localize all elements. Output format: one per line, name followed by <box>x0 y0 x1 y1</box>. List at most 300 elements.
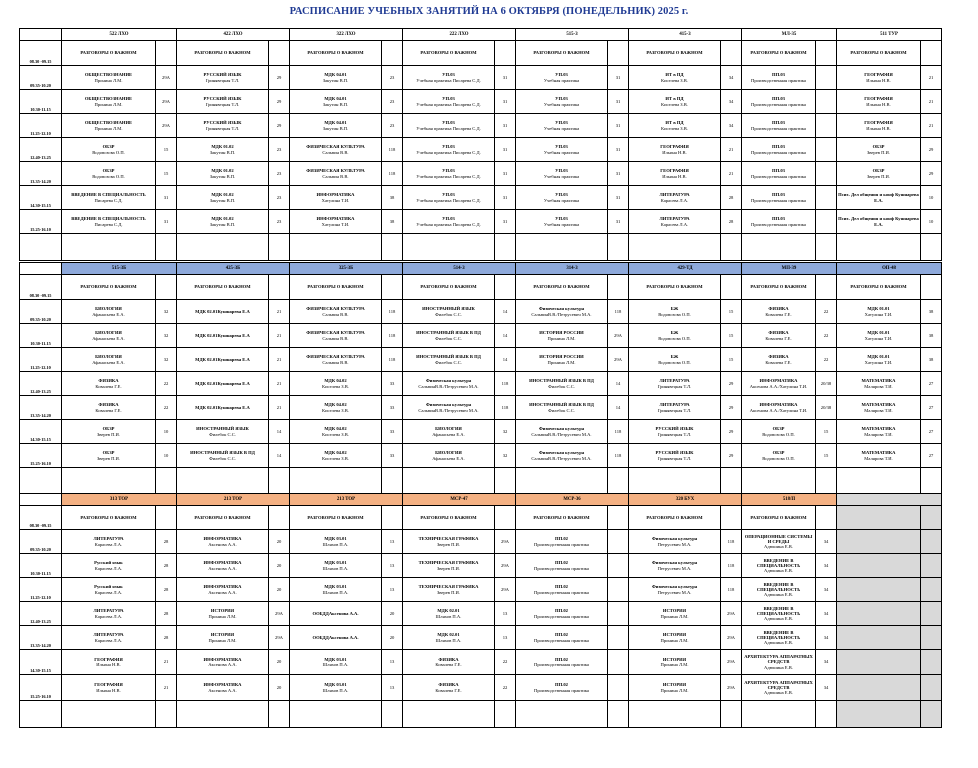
room-cell: 22 <box>156 372 177 396</box>
teacher-name: Шляхов П.А. <box>435 637 462 643</box>
lesson-cell <box>177 300 269 324</box>
lesson-cell <box>62 554 156 578</box>
lesson-row <box>20 420 942 444</box>
time-cell: 12.40-13.25 <box>20 602 62 626</box>
room-cell: 38 <box>382 186 403 210</box>
room-cell <box>921 554 942 578</box>
room-cell: 29А <box>156 114 177 138</box>
subject-name: РАЗГОВОРЫ О ВАЖНОМ <box>307 50 364 56</box>
lesson-cell <box>629 300 721 324</box>
room-cell: 118 <box>495 372 516 396</box>
lesson-row <box>20 675 942 701</box>
time-cell: 08.30 -09.15 <box>20 41 62 66</box>
lesson-cell <box>403 506 495 530</box>
lesson-cell <box>177 66 269 90</box>
teacher-name: Учебная практика <box>543 149 580 155</box>
room-cell: 10 <box>921 186 942 210</box>
lesson-cell <box>837 530 921 554</box>
subject-name: БЖ <box>670 330 679 336</box>
room-cell <box>816 138 837 162</box>
room-cell: 31 <box>156 210 177 234</box>
lesson-cell <box>177 348 269 372</box>
empty-cell <box>837 468 921 494</box>
room-cell: 15 <box>156 138 177 162</box>
subject-name: ИНФОРМАТИКА <box>203 560 242 566</box>
lesson-cell <box>290 420 382 444</box>
lesson-cell <box>403 626 495 650</box>
teacher-name: Гринявецкая Т.Л. <box>657 431 692 437</box>
lesson-cell <box>516 300 608 324</box>
lesson-cell <box>403 420 495 444</box>
lesson-cell <box>62 210 156 234</box>
teacher-name: Хатулина Т.И. <box>864 311 893 317</box>
room-cell: 22 <box>495 675 516 701</box>
subject-name: Физическая культура <box>538 450 585 456</box>
teacher-name: Пронина Л.М. <box>94 125 123 131</box>
subject-name: ПП.03 <box>772 168 785 174</box>
room-cell: 118 <box>382 348 403 372</box>
teacher-name: СальвинВ.В./Петрусевич М.А. <box>531 311 592 317</box>
lesson-cell <box>742 506 816 530</box>
teacher-name: Ковалева Г.Е. <box>435 687 462 693</box>
subject-name: ТЕХНИЧЕСКАЯ ГРАФИКА <box>418 560 479 566</box>
teacher-name: Сальвин В.В. <box>322 335 349 341</box>
subject-name: ИСТОРИЯ <box>210 608 235 614</box>
subject-name: УП.03 <box>442 144 455 150</box>
subject-name: Русский язык <box>94 560 123 566</box>
teacher-name: Киселева З.В. <box>661 77 688 83</box>
lesson-cell <box>837 396 921 420</box>
subject-name: ИНФОРМАТИКА <box>759 402 798 408</box>
lesson-cell <box>290 530 382 554</box>
room-cell <box>608 275 629 300</box>
subject-name: РАЗГОВОРЫ О ВАЖНОМ <box>750 514 807 520</box>
time-cell: 13.35-14.20 <box>20 162 62 186</box>
subject-name: ПП.03 <box>772 192 785 198</box>
subject-name: ИСТОРИЯ РОССИИ <box>539 330 584 336</box>
group-header: МЛ-35 <box>742 29 837 41</box>
time-cell: 14.30-15.15 <box>20 420 62 444</box>
room-cell: 118 <box>721 554 742 578</box>
teacher-name: Киселева З.В. <box>322 383 349 389</box>
lesson-cell <box>837 554 921 578</box>
subject-name: УП.03 <box>555 192 568 198</box>
lesson-cell <box>177 186 269 210</box>
lesson-cell <box>403 162 495 186</box>
room-cell: 29А <box>721 675 742 701</box>
teacher-name: Ильина Н.В. <box>866 101 891 107</box>
teacher-name: Карасева Л.А. <box>660 197 689 203</box>
subject-name: АРХИТЕКТУРА АППАРАТНЫХ СРЕДСТВ <box>744 654 813 665</box>
lesson-cell <box>62 444 156 468</box>
room-cell: 28 <box>721 186 742 210</box>
empty-cell <box>269 701 290 728</box>
lesson-row <box>20 162 942 186</box>
lesson-row <box>20 578 942 602</box>
teacher-name: Сальвин В.В. <box>322 173 349 179</box>
header-corner <box>20 29 62 41</box>
teacher-name: Водовозова О.П. <box>92 149 125 155</box>
lesson-cell <box>290 578 382 602</box>
teacher-name: Учебная практика <box>543 125 580 131</box>
room-cell: 21 <box>921 66 942 90</box>
lesson-cell <box>516 530 608 554</box>
lesson-cell <box>290 348 382 372</box>
teacher-name: Петрусевич М.А. <box>657 541 692 547</box>
lesson-cell <box>742 90 816 114</box>
lesson-cell <box>742 578 816 602</box>
teacher-name: Киселева З.В. <box>661 125 688 131</box>
teacher-name: Гринявецкая Т.Л. <box>205 125 240 131</box>
subject-name: БИОЛОГИЯ <box>95 330 122 336</box>
subject-name: РАЗГОВОРЫ О ВАЖНОМ <box>307 514 364 520</box>
teacher-name: Гринявецкая Т.Л. <box>657 407 692 413</box>
lesson-row <box>20 396 942 420</box>
empty-cell <box>816 234 837 261</box>
subject-name: РАЗГОВОРЫ О ВАЖНОМ <box>420 50 477 56</box>
room-cell: 34 <box>816 602 837 626</box>
lesson-cell <box>516 114 608 138</box>
room-cell: 28 <box>156 626 177 650</box>
lesson-cell <box>516 41 608 66</box>
teacher-name: Сальвин В.В. <box>322 311 349 317</box>
room-cell: 27 <box>921 420 942 444</box>
room-cell: 27 <box>921 444 942 468</box>
room-cell: 29 <box>269 66 290 90</box>
subject-name: МДК 02.01 <box>437 608 460 614</box>
teacher-name: Пронина Л.М. <box>660 687 689 693</box>
subject-name: РАЗГОВОРЫ О ВАЖНОМ <box>646 514 703 520</box>
lesson-cell <box>629 210 721 234</box>
subject-name: ТЕХНИЧЕСКАЯ ГРАФИКА <box>418 584 479 590</box>
subject-name: ОБЩЕСТВОЗНАНИЕ <box>84 120 133 126</box>
room-cell <box>608 650 629 675</box>
empty-cell <box>290 468 382 494</box>
teacher-name: Водовозова О.П. <box>658 359 691 365</box>
empty-cell <box>921 468 942 494</box>
subject-name: РАЗГОВОРЫ О ВАЖНОМ <box>420 284 477 290</box>
group-header: 422 ЛХО <box>177 29 290 41</box>
group-header-row <box>20 494 942 506</box>
empty-cell <box>742 468 816 494</box>
lesson-cell <box>177 372 269 396</box>
empty-cell <box>495 468 516 494</box>
subject-name: ЛИТЕРАТУРА <box>659 402 690 408</box>
lesson-row <box>20 506 942 530</box>
subject-name: МДК 01.02 <box>211 168 234 174</box>
lesson-cell <box>837 275 921 300</box>
teacher-name: Филебок С.С. <box>548 383 575 389</box>
lesson-cell <box>62 41 156 66</box>
subject-name: МАТЕМАТИКА <box>861 426 896 432</box>
empty-cell <box>629 234 721 261</box>
subject-name: МДК 04.01 <box>324 120 347 126</box>
lesson-cell <box>403 300 495 324</box>
subject-name: ИСТОРИЯ <box>662 608 687 614</box>
teacher-name: Зверев П.И. <box>436 565 461 571</box>
teacher-name: Учебная практика Писарева С.Д. <box>416 101 481 107</box>
lesson-cell <box>403 90 495 114</box>
room-cell: 21 <box>269 348 290 372</box>
teacher-name: Афанасьева Е.А. <box>432 455 465 461</box>
room-cell: 118 <box>382 300 403 324</box>
room-cell: 33 <box>382 444 403 468</box>
teacher-name: Зверев П.И. <box>436 541 461 547</box>
empty-cell <box>20 468 62 494</box>
room-cell: 29А <box>156 90 177 114</box>
teacher-name: Водовозова О.П. <box>658 335 691 341</box>
subject-name: ИНОСТРАННЫЙ ЯЗЫК В ПД <box>416 330 481 336</box>
room-cell: 29 <box>921 162 942 186</box>
teacher-name: Адюшина Е.В. <box>764 568 793 574</box>
subject-name: МДК 02.01Кушнарева Е.А <box>195 356 250 362</box>
subject-name: ПП.03 <box>772 120 785 126</box>
group-header-row <box>20 29 942 41</box>
teacher-name: Пронина Л.М. <box>94 77 123 83</box>
lesson-cell <box>62 162 156 186</box>
lesson-cell <box>516 275 608 300</box>
subject-name: ОБЗР <box>102 168 115 174</box>
room-cell: 29 <box>269 114 290 138</box>
room-cell: 38 <box>921 348 942 372</box>
room-cell: 29А <box>721 650 742 675</box>
schedule-block-2 <box>19 262 942 494</box>
subject-name: МДК 01.01 <box>867 306 890 312</box>
lesson-cell <box>629 41 721 66</box>
lesson-row <box>20 650 942 675</box>
teacher-name: Учебная практика Писарева С.Д. <box>416 125 481 131</box>
lesson-cell <box>516 420 608 444</box>
teacher-name: Карасева Л.А. <box>94 637 123 643</box>
lesson-cell <box>629 90 721 114</box>
lesson-cell <box>742 138 816 162</box>
empty-cell <box>403 468 495 494</box>
teacher-name: Производственная практика <box>534 687 589 693</box>
empty-cell <box>608 468 629 494</box>
teacher-name: Хатулина Т.И. <box>864 335 893 341</box>
room-cell: 118 <box>608 420 629 444</box>
teacher-name: Закутин В.П. <box>209 197 236 203</box>
room-cell: 21 <box>921 114 942 138</box>
subject-name: РАЗГОВОРЫ О ВАЖНОМ <box>194 514 251 520</box>
lesson-cell <box>62 275 156 300</box>
teacher-name: Ковалева Г.Е. <box>765 335 792 341</box>
teacher-name: Аксенова А.А./Хатулина Т.И. <box>749 407 808 413</box>
teacher-name: Аксенова А.А. <box>208 565 237 571</box>
empty-cell <box>495 234 516 261</box>
room-cell: 23 <box>382 90 403 114</box>
subject-name: ГЕОГРАФИЯ <box>94 682 123 688</box>
lesson-cell <box>177 444 269 468</box>
teacher-name: Карасева Л.А. <box>94 541 123 547</box>
room-cell: 29 <box>721 396 742 420</box>
lesson-row <box>20 114 942 138</box>
teacher-name: Учебная практика <box>543 173 580 179</box>
group-header: 511 ТУР <box>837 29 942 41</box>
group-header: 213 ТОР <box>177 494 290 506</box>
room-cell: 14 <box>495 324 516 348</box>
lesson-cell <box>629 675 721 701</box>
lesson-row <box>20 372 942 396</box>
subject-name: ФИЗИКА <box>768 330 789 336</box>
lesson-cell <box>290 162 382 186</box>
room-cell: 31 <box>608 66 629 90</box>
room-cell <box>156 506 177 530</box>
subject-name: ОБЗР <box>102 144 115 150</box>
schedule-block-1 <box>19 28 942 261</box>
lesson-cell <box>742 396 816 420</box>
subject-name: ЛИТЕРАТУРА <box>659 378 690 384</box>
empty-cell <box>177 234 269 261</box>
room-cell: 28 <box>156 554 177 578</box>
teacher-name: Хатулина Т.И. <box>321 197 350 203</box>
lesson-cell <box>177 650 269 675</box>
teacher-name: Шляхов П.А. <box>322 589 349 595</box>
teacher-name: СальвинВ.В./Петрусевич М.А. <box>531 455 592 461</box>
lesson-cell <box>290 372 382 396</box>
teacher-name: Адюшина Е.В. <box>764 664 793 670</box>
teacher-name: Производственная практика <box>751 149 806 155</box>
subject-name: ГЕОГРАФИЯ <box>864 120 893 126</box>
room-cell: 21 <box>721 162 742 186</box>
subject-name: ТЕХНИЧЕСКАЯ ГРАФИКА <box>418 536 479 542</box>
subject-name: ИНФОРМАТИКА <box>203 682 242 688</box>
lesson-cell <box>290 275 382 300</box>
room-cell: 21 <box>921 90 942 114</box>
room-cell: 15 <box>816 444 837 468</box>
teacher-name: Ковалева Г.Е. <box>765 359 792 365</box>
group-header: 515-З <box>516 29 629 41</box>
time-cell: 11.25-12.10 <box>20 348 62 372</box>
teacher-name: Адюшина Е.В. <box>764 616 793 622</box>
lesson-cell <box>177 114 269 138</box>
teacher-name: Ковалева Г.Е. <box>435 662 462 667</box>
group-header: 313 ТОР <box>62 494 177 506</box>
time-cell: 14.30-15.15 <box>20 650 62 675</box>
teacher-name: Ковалева Г.Е. <box>95 383 122 389</box>
subject-name: РАЗГОВОРЫ О ВАЖНОМ <box>850 50 907 56</box>
teacher-name: Учебная практика Писарева С.Д. <box>416 173 481 179</box>
subject-name: ЛИТЕРАТУРА <box>659 192 690 198</box>
teacher-name: Киселева З.В. <box>661 101 688 107</box>
teacher-name: Аксенова А.А./Хатулина Т.И. <box>749 383 808 389</box>
teacher-name: Филебок С.С. <box>209 431 236 437</box>
room-cell: 29А <box>495 530 516 554</box>
subject-name: УП.03 <box>442 72 455 78</box>
room-cell <box>382 506 403 530</box>
subject-name: МДК 04.01 <box>324 72 347 78</box>
room-cell: 21 <box>156 675 177 701</box>
subject-name: ПП.02 <box>555 608 568 614</box>
lesson-cell <box>742 210 816 234</box>
teacher-name: Водовозова О.П. <box>762 431 795 437</box>
subject-name: МДК 03.01 <box>324 656 347 662</box>
lesson-row <box>20 554 942 578</box>
subject-name: ПП.03 <box>772 216 785 222</box>
teacher-name: Пронина Л.М. <box>660 662 689 667</box>
lesson-cell <box>629 602 721 626</box>
room-cell <box>921 506 942 530</box>
time-cell: 09.35-10.20 <box>20 66 62 90</box>
teacher-name: Водовозова О.П. <box>92 173 125 179</box>
subject-name: МАТЕМАТИКА <box>861 378 896 384</box>
teacher-name: Производственная практика <box>534 613 589 619</box>
room-cell: 31 <box>608 114 629 138</box>
subject-name: ПП.03 <box>772 96 785 102</box>
group-header: 518/П <box>742 494 837 506</box>
lesson-cell <box>837 626 921 650</box>
teacher-name: Аксенова А.А. <box>208 687 237 693</box>
lesson-cell <box>177 396 269 420</box>
lesson-cell <box>629 372 721 396</box>
lesson-cell <box>742 675 816 701</box>
room-cell: 31 <box>608 90 629 114</box>
room-cell: 29А <box>721 626 742 650</box>
lesson-cell <box>742 275 816 300</box>
subject-name: РАЗГОВОРЫ О ВАЖНОМ <box>646 284 703 290</box>
room-cell <box>269 506 290 530</box>
lesson-row <box>20 324 942 348</box>
subject-name: БИОЛОГИЯ <box>435 426 462 432</box>
lesson-cell <box>629 138 721 162</box>
group-header: 213 ТОР <box>290 494 403 506</box>
subject-name: РАЗГОВОРЫ О ВАЖНОМ <box>850 284 907 290</box>
lesson-row <box>20 41 942 66</box>
lesson-cell <box>62 90 156 114</box>
room-cell <box>608 506 629 530</box>
subject-name: ЛИТЕРАТУРА <box>659 216 690 222</box>
time-cell: 11.25-12.10 <box>20 114 62 138</box>
subject-name: РАЗГОВОРЫ О ВАЖНОМ <box>420 514 477 520</box>
teacher-name: Аксенова А.А. <box>208 589 237 595</box>
lesson-cell <box>837 420 921 444</box>
group-header: 415-З <box>629 29 742 41</box>
room-cell <box>921 578 942 602</box>
lesson-cell <box>742 602 816 626</box>
page-title: РАСПИСАНИЕ УЧЕБНЫХ ЗАНЯТИЙ НА 6 ОКТЯБРЯ (ПОНЕДЕЛЬНИК) 2025 г. <box>289 6 689 17</box>
lesson-row <box>20 138 942 162</box>
subject-name: МДК 02.01Кушнарева Е.А <box>195 404 250 410</box>
lesson-cell <box>62 324 156 348</box>
lesson-cell <box>403 372 495 396</box>
empty-cell <box>403 234 495 261</box>
lesson-cell <box>290 444 382 468</box>
teacher-name: Пронина Л.М. <box>94 101 123 107</box>
lesson-cell <box>290 114 382 138</box>
teacher-name: Пронина Л.М. <box>547 359 576 365</box>
lesson-cell <box>837 114 921 138</box>
lesson-cell <box>403 530 495 554</box>
subject-name: ОПЕРАЦИОННЫЕ СИСТЕМЫ И СРЕДЫ <box>744 533 813 544</box>
teacher-name: Зверев П.И. <box>866 149 891 155</box>
group-header: 320 БУХ <box>629 494 742 506</box>
empty-cell <box>629 468 721 494</box>
teacher-name: Хатулина Т.И. <box>864 359 893 365</box>
lesson-cell <box>837 162 921 186</box>
subject-name: ИНОСТРАННЫЙ ЯЗЫК <box>196 426 249 432</box>
room-cell: 28 <box>721 210 742 234</box>
lesson-cell <box>177 675 269 701</box>
lesson-cell <box>403 275 495 300</box>
time-cell: 08.30 -09.15 <box>20 275 62 300</box>
room-cell: 15 <box>816 420 837 444</box>
lesson-cell <box>177 162 269 186</box>
room-cell: 20 <box>269 554 290 578</box>
room-cell: 118 <box>608 300 629 324</box>
subject-name: ГЕОГРАФИЯ <box>94 656 123 662</box>
teacher-name: Афанасьева Е.А. <box>432 431 465 437</box>
time-cell: 08.30 -09.15 <box>20 506 62 530</box>
